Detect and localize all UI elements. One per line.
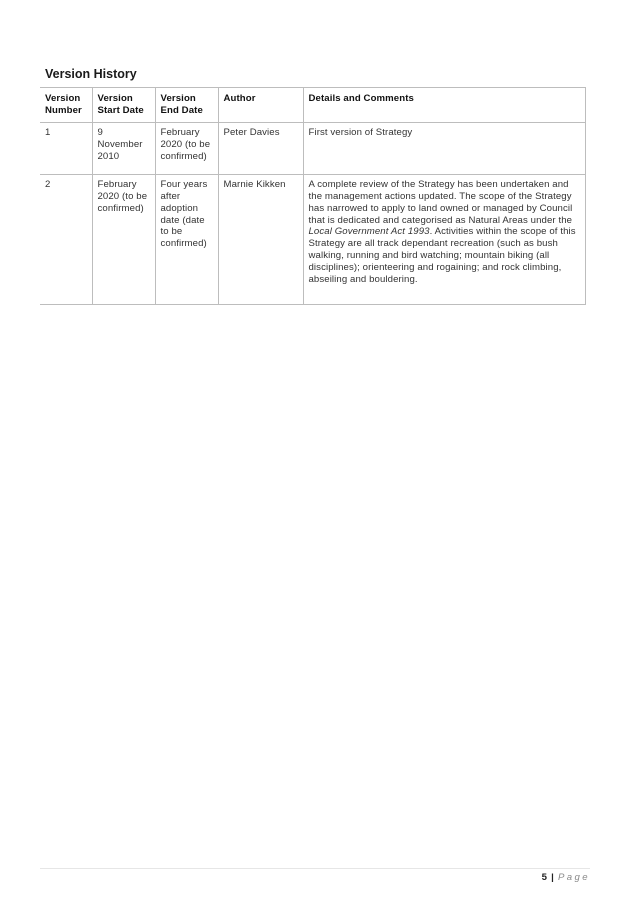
footer-separator: | bbox=[551, 872, 554, 883]
page-footer bbox=[542, 872, 590, 883]
cell-end-date: Four years after adoption date (date to be confirmed) bbox=[155, 174, 218, 304]
legislation-name: Local Government Act 1993 bbox=[308, 226, 430, 238]
details-text: A complete review of the Strategy has been undertaken and the management actions updated. The scope of the Strategy has narrowed to apply to land owned or managed by Council that is dedicated and categorised as Natural Areas under the bbox=[308, 178, 573, 226]
cell-start-date: 9 November 2010 bbox=[92, 122, 155, 174]
cell-author: Peter Davies bbox=[218, 122, 303, 174]
header-version-number: Version Number bbox=[40, 88, 92, 123]
cell-details: First version of Strategy bbox=[303, 122, 585, 174]
header-version-start-date: Version Start Date bbox=[92, 88, 155, 123]
table-row bbox=[40, 174, 585, 304]
section-title: Version History bbox=[45, 67, 137, 81]
version-history-table bbox=[40, 87, 586, 305]
header-details-and-comments: Details and Comments bbox=[303, 88, 585, 123]
details-text-continued: . Activities within the scope of this Strategy are all track dependant recreation (such as bush walking, running and bird watching; mountain biking (all disciplines); orienteering and rogaining; and rock climbing, abseiling and bouldering. bbox=[308, 226, 576, 286]
cell-start-date: February 2020 (to be confirmed) bbox=[92, 174, 155, 304]
page-label: Page bbox=[557, 872, 590, 883]
table-row bbox=[40, 122, 585, 174]
cell-end-date: February 2020 (to be confirmed) bbox=[155, 122, 218, 174]
cell-details bbox=[303, 174, 585, 304]
page-number: 5 bbox=[541, 872, 547, 883]
footer-divider bbox=[40, 868, 590, 869]
header-version-end-date: Version End Date bbox=[155, 88, 218, 123]
header-author: Author bbox=[218, 88, 303, 123]
table-header-row bbox=[40, 88, 585, 123]
cell-author: Marnie Kikken bbox=[218, 174, 303, 304]
cell-version-number: 2 bbox=[40, 174, 92, 304]
cell-version-number: 1 bbox=[40, 122, 92, 174]
